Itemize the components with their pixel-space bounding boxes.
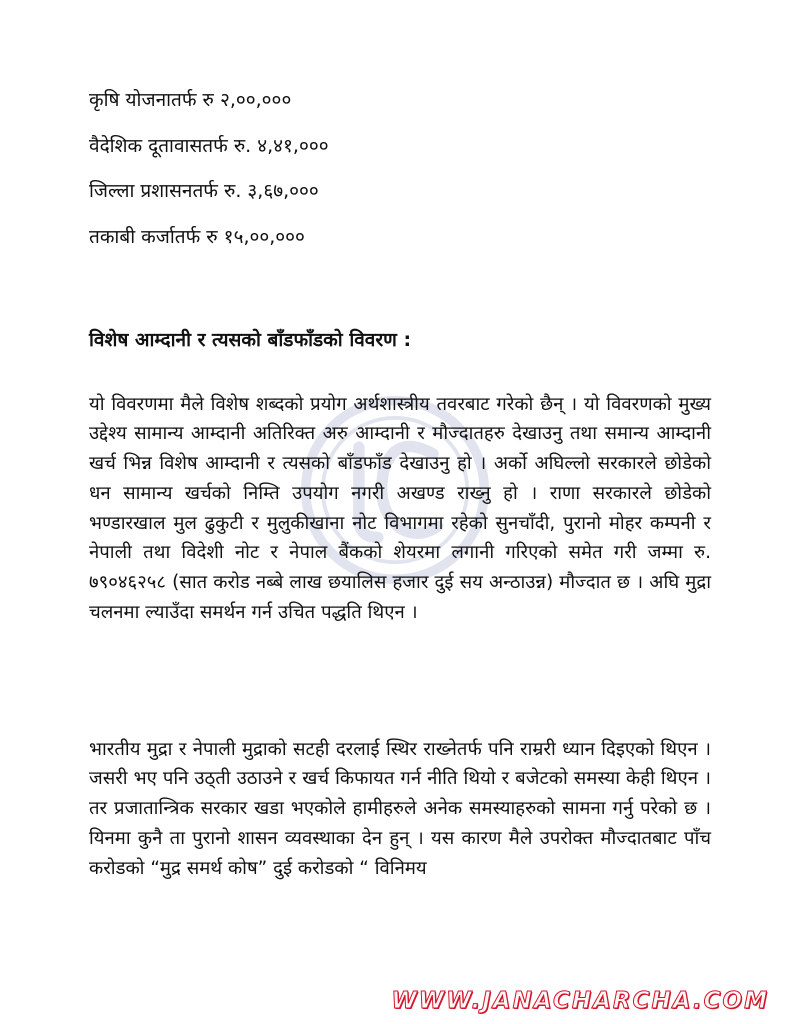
allocation-item-agriculture: कृषि योजनातर्फ रु २,००,००० [89,89,292,111]
allocation-item-district-administration: जिल्ला प्रशासनतर्फ रु. ३,६७,००० [89,180,319,202]
body-paragraph-1: यो विवरणमा मैले विशेष शब्दको प्रयोग अर्थशास्त्रीय तवरबाट गरेको छैन् । यो विवरणको मुख्य उद्देश्य सामान्य आम्दानी अतिरिक्त अरु आम्दानी र मौज्दातहरु देखाउनु तथा समान्य आम्दानी खर्च भिन्न विशेष आम्दानी र त्यसको बाँडफाँड देखाउनु हो । अर्को अघिल्लो सरकारले छोडेको धन सामान्य खर्चको निम्ति उपयोग नगरी अखण्ड राख्नु हो । राणा सरकारले छोडेको भण्डारखाल मुल ढुकुटी र मुलुकीखाना नोट विभागमा रहेको सुनचाँदी, पुरानो मोहर कम्पनी र नेपाली तथा विदेशी नोट र नेपाल बैंकको शेयरमा लगानी गरिएको समेत गरी जम्मा रु. ७९०४६२५८ (सात करोड नब्बे लाख छयालिस हजार दुई सय अन्ठाउन्न) मौज्दात छ । अघि मुद्रा चलनमा ल्याउँदा समर्थन गर्न उचित पद्धति थिएन । [89,393,711,624]
allocation-item-embassy: वैदेशिक दूतावासतर्फ रु. ४,४१,००० [89,134,329,157]
body-paragraph-2: भारतीय मुद्रा र नेपाली मुद्राको सटही दरलाई स्थिर राख्नेतर्फ पनि राम्ररी ध्यान दिइएको थिएन । जसरी भए पनि उठ्ती उठाउने र खर्च किफायत गर्न नीति थियो र बजेटको समस्या केही थिएन । तर प्रजातान्त्रिक सरकार खडा भएकोले हामीहरुले अनेक समस्याहरुको सामना गर्नु परेको छ । यिनमा कुनै ता पुरानो शासन व्यवस्थाका देन हुन् । यस कारण मैले उपरोक्त मौज्दातबाट पाँच करोडको “मुद्र समर्थ कोष” दुई करोडको “ विनिमय [89,738,711,879]
allocation-item-takabi-loan: तकाबी कर्जातर्फ रु १५,००,००० [89,225,305,248]
footer-website-link[interactable]: WWW.JANACHARCHA.COM [391,988,769,1014]
allocation-list [89,88,709,270]
section-heading: विशेष आम्दानी र त्यसको बाँडफाँडको विवरण : [89,329,412,351]
